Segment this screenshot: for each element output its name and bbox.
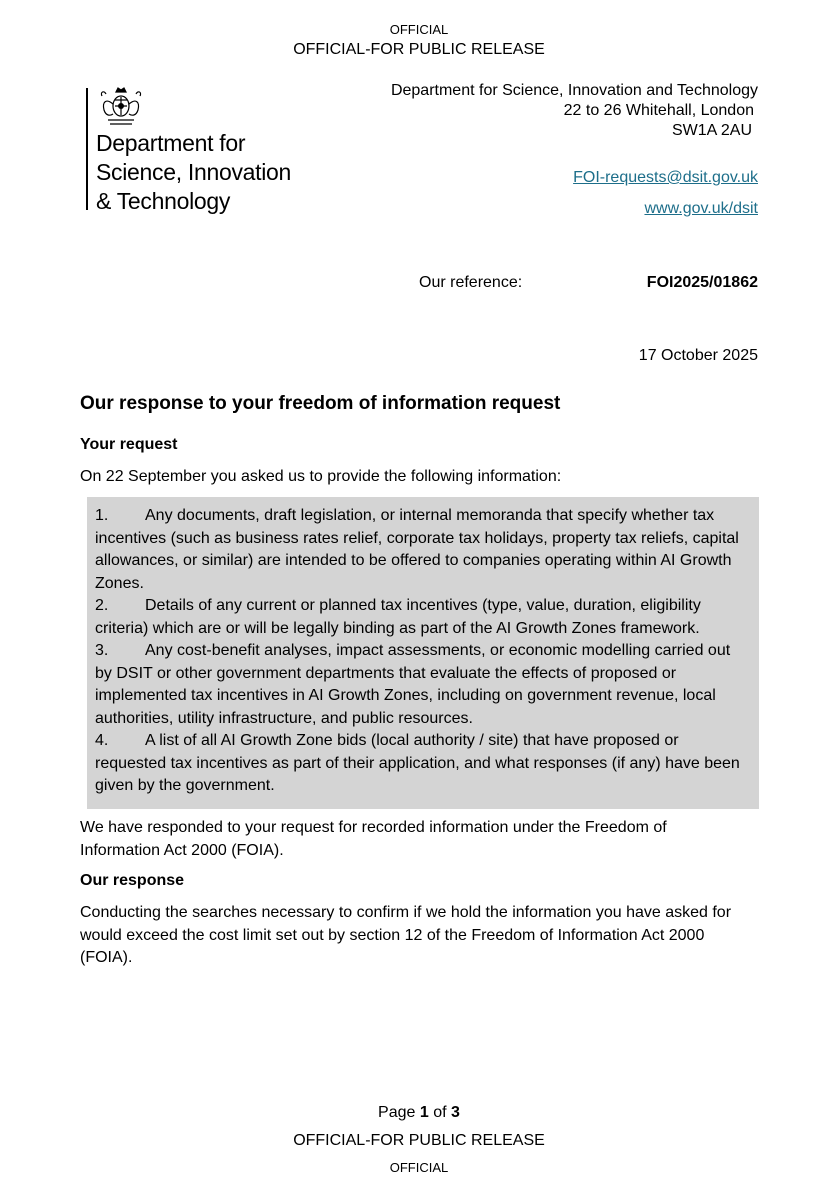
page-number xyxy=(0,1104,838,1122)
reference-label: Our reference: xyxy=(419,274,523,291)
department-address xyxy=(391,81,758,141)
royal-crest-icon xyxy=(96,86,146,128)
reference-number: FOI2025/01862 xyxy=(646,274,758,291)
security-marking-top: OFFICIAL xyxy=(389,22,449,37)
request-item-number: 1. xyxy=(95,507,109,524)
page-title: Our response to your freedom of information request xyxy=(80,393,561,414)
request-item xyxy=(95,730,751,798)
logo-line-2: Science, Innovation xyxy=(96,159,292,185)
request-intro: On 22 September you asked us to provide the following information: xyxy=(80,468,562,485)
foia-statement: We have responded to your request for recorded information under the Freedom of Information Act 2000 (FOIA). xyxy=(80,819,667,859)
letter-date: 17 October 2025 xyxy=(638,347,758,364)
request-item-number: 3. xyxy=(95,642,109,659)
request-quote-box xyxy=(87,497,759,809)
department-logo-text xyxy=(96,129,291,216)
our-response-heading: Our response xyxy=(80,872,185,889)
request-item-number: 4. xyxy=(95,732,109,749)
security-marking-bottom: OFFICIAL xyxy=(389,1160,449,1175)
public-release-marking-top: OFFICIAL-FOR PUBLIC RELEASE xyxy=(293,41,545,58)
logo-line-3: & Technology xyxy=(96,188,231,214)
address-line-3: SW1A 2AU xyxy=(671,122,752,139)
request-item-text: Details of any current or planned tax incentives (type, value, duration, eligibility criteria) which are or will be legally binding as part of the AI Growth Zones framework. xyxy=(95,597,701,637)
page-word: Page xyxy=(378,1104,416,1121)
dsit-website-link[interactable]: www.gov.uk/dsit xyxy=(644,200,758,217)
address-line-2: 22 to 26 Whitehall, London xyxy=(563,102,754,119)
request-item-number: 2. xyxy=(95,597,109,614)
request-item xyxy=(95,505,751,595)
request-item xyxy=(95,595,751,640)
page-total: 3 xyxy=(451,1104,460,1121)
foi-email-link[interactable]: FOI-requests@dsit.gov.uk xyxy=(573,169,758,186)
request-item-text: A list of all AI Growth Zone bids (local authority / site) that have proposed or requested tax incentives as part of their application, and what responses (if any) have been given by the government. xyxy=(95,732,740,794)
response-text: Conducting the searches necessary to confirm if we hold the information you have asked for would exceed the cost limit set out by section 12 of the Freedom of Information Act 2000 (FOIA). xyxy=(80,904,732,966)
request-item-text: Any cost-benefit analyses, impact assessments, or economic modelling carried out by DSIT or other government departments that evaluate the effects of proposed or implemented tax incentives in AI Growth Zones, including on government revenue, local authorities, utility infrastructure, and public resources. xyxy=(95,642,731,727)
logo-divider xyxy=(86,88,88,210)
public-release-marking-bottom: OFFICIAL-FOR PUBLIC RELEASE xyxy=(293,1132,545,1149)
page-of-word: of xyxy=(433,1104,447,1121)
address-line-1: Department for Science, Innovation and Technology xyxy=(390,82,758,99)
page-current: 1 xyxy=(419,1104,429,1121)
logo-line-1: Department for xyxy=(96,130,246,156)
request-item xyxy=(95,640,751,730)
your-request-heading: Your request xyxy=(80,436,178,453)
request-item-text: Any documents, draft legislation, or internal memoranda that specify whether tax incentives (such as business rates relief, corporate tax holidays, property tax reliefs, capital allowances, or similar) are intended to be offered to companies operating within AI Growth Zones. xyxy=(95,507,739,592)
